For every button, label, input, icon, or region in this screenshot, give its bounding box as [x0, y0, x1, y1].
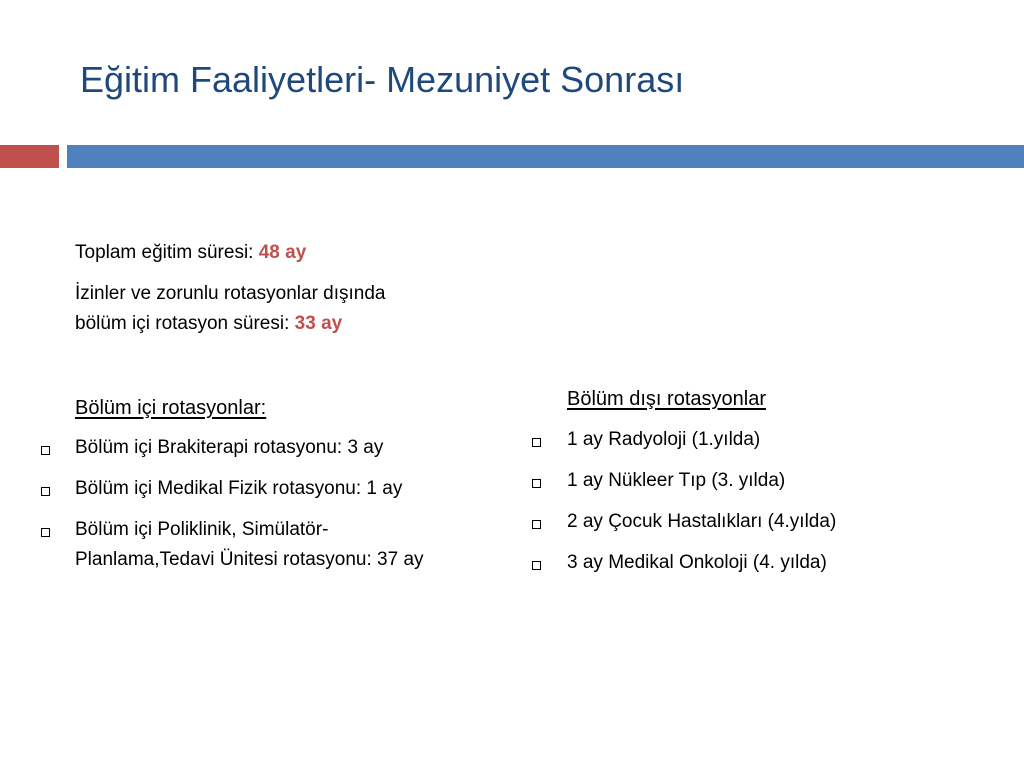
internal-rotations-heading: Bölüm içi rotasyonlar:: [75, 397, 267, 419]
internal-duration-label: bölüm içi rotasyon süresi:: [75, 313, 295, 334]
external-rotation-item: 3 ay Medikal Onkoloji (4. yılda): [567, 552, 827, 573]
square-bullet-icon: [532, 438, 541, 447]
internal-duration-line-2: [75, 309, 342, 339]
slide-title: Eğitim Faaliyetleri- Mezuniyet Sonrası: [80, 59, 685, 100]
total-duration-line: [75, 238, 306, 268]
external-rotation-item: 2 ay Çocuk Hastalıkları (4.yılda): [567, 511, 837, 532]
external-rotation-item: 1 ay Nükleer Tıp (3. yılda): [567, 470, 786, 491]
external-rotations-heading: Bölüm dışı rotasyonlar: [567, 388, 766, 410]
square-bullet-icon: [532, 520, 541, 529]
square-bullet-icon: [532, 561, 541, 570]
internal-duration-value: 33 ay: [294, 313, 343, 334]
square-bullet-icon: [41, 487, 50, 496]
square-bullet-icon: [41, 528, 50, 537]
title-accent-bar-red: [0, 145, 59, 168]
internal-rotation-item-continued: Planlama,Tedavi Ünitesi rotasyonu: 37 ay: [75, 549, 424, 570]
internal-rotation-item: Bölüm içi Medikal Fizik rotasyonu: 1 ay: [75, 478, 403, 499]
internal-duration-line-1: İzinler ve zorunlu rotasyonlar dışında: [75, 283, 386, 304]
title-accent-bar-blue: [67, 145, 1024, 168]
square-bullet-icon: [41, 446, 50, 455]
external-rotation-item: 1 ay Radyoloji (1.yılda): [567, 429, 761, 450]
internal-rotation-item: Bölüm içi Poliklinik, Simülatör-: [75, 519, 329, 540]
total-duration-value: 48 ay: [258, 242, 307, 263]
square-bullet-icon: [532, 479, 541, 488]
internal-rotation-item: Bölüm içi Brakiterapi rotasyonu: 3 ay: [75, 437, 384, 458]
total-duration-label: Toplam eğitim süresi:: [75, 242, 259, 263]
